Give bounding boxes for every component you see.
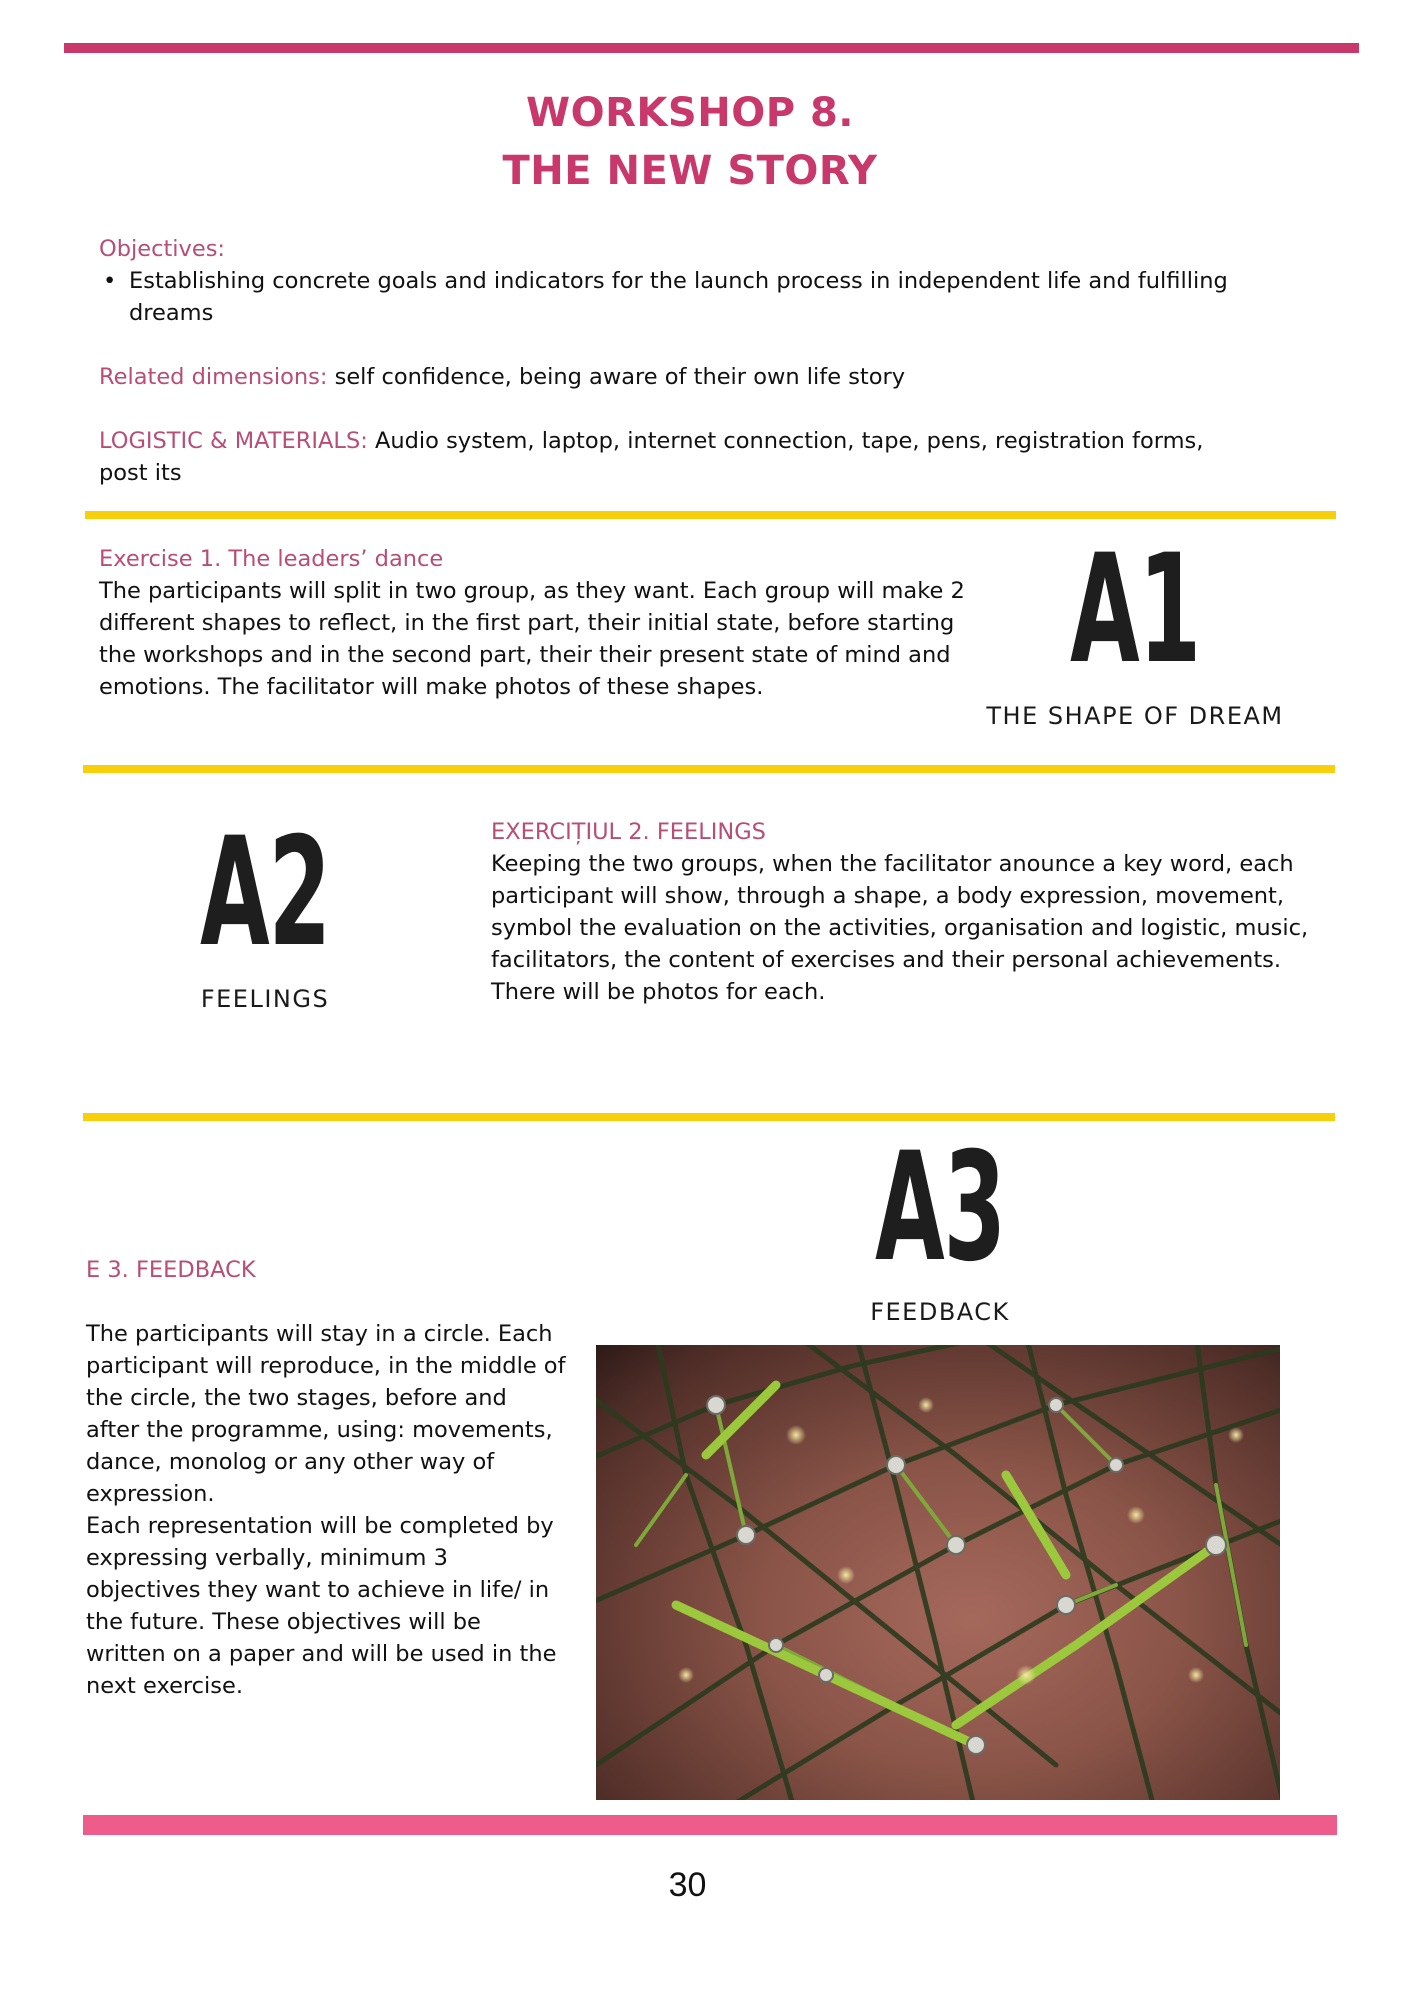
- exercise2-heading: EXERCIȚIUL 2. FEELINGS: [491, 819, 766, 845]
- section-divider-2: [83, 765, 1335, 773]
- bottom-divider: [83, 1815, 1337, 1835]
- objectives-label: Objectives:: [99, 236, 225, 262]
- objectives-list: [99, 265, 1249, 329]
- exercise3-code: A3: [875, 1121, 1005, 1295]
- section-divider-3: [83, 1113, 1335, 1121]
- logistic-label: LOGISTIC & MATERIALS:: [99, 428, 368, 454]
- logistic-materials: [99, 425, 1244, 489]
- related-text: self confidence, being aware of their own life story: [327, 364, 906, 390]
- related-dimensions: [99, 361, 1249, 393]
- network-rope-image: [596, 1345, 1280, 1800]
- intro-section: [99, 233, 1249, 489]
- exercise1-heading: Exercise 1. The leaders’ dance: [99, 546, 444, 572]
- section-divider-1: [85, 511, 1336, 519]
- exercise2-code: A2: [200, 806, 330, 980]
- top-divider: [64, 43, 1359, 53]
- exercise2-body: Keeping the two groups, when the facilitator anounce a key word, each participant will show, through a shape, a body expression, movement, symbol the evaluation on the activities, organisation and logistic, music, facilitators, the content of exercises and their personal achievements. There will be photos for each.: [491, 851, 1309, 1005]
- exercise1-body: The participants will split in two group, as they want. Each group will make 2 different shapes to reflect, in the first part, their initial state, before starting the workshops and in the second part, their their present state of mind and emotions. The facilitator will make photos of these shapes.: [99, 578, 965, 700]
- exercise2-section: [491, 816, 1341, 1008]
- exercise1-caption: THE SHAPE OF DREAM: [986, 702, 1284, 730]
- exercise1-section: [99, 543, 979, 703]
- exercise2-caption: FEELINGS: [200, 985, 330, 1013]
- exercise3-caption: FEEDBACK: [870, 1298, 1010, 1326]
- title-line-2: THE NEW STORY: [502, 148, 878, 194]
- exercise3-section: [86, 1222, 566, 1734]
- exercise3-body: The participants will stay in a circle. Each participant will reproduce, in the middle of the circle, the two stages, before and after the programme, using: movements, dance, monolog or any other way of expression. Each representation will be completed by expressing verbally, minimum 3 objectives they want to achieve in life/ in the future. These objectives will be written on a paper and will be used in the next exercise.: [86, 1321, 566, 1699]
- page-title: [0, 84, 1380, 200]
- exercise3-heading: E 3. FEEDBACK: [86, 1257, 256, 1283]
- title-line-1: WORKSHOP 8.: [526, 90, 854, 136]
- related-label: Related dimensions:: [99, 364, 328, 390]
- page-number: 30: [668, 1866, 707, 1904]
- network-photo: [596, 1345, 1280, 1800]
- exercise1-code: A1: [1070, 523, 1200, 697]
- objective-item: • Establishing concrete goals and indicators for the launch process in independent life and fulfilling dreams: [99, 265, 1239, 329]
- logistic-text: Audio system, laptop, internet connection, tape, pens, registration forms, post its: [99, 428, 1204, 486]
